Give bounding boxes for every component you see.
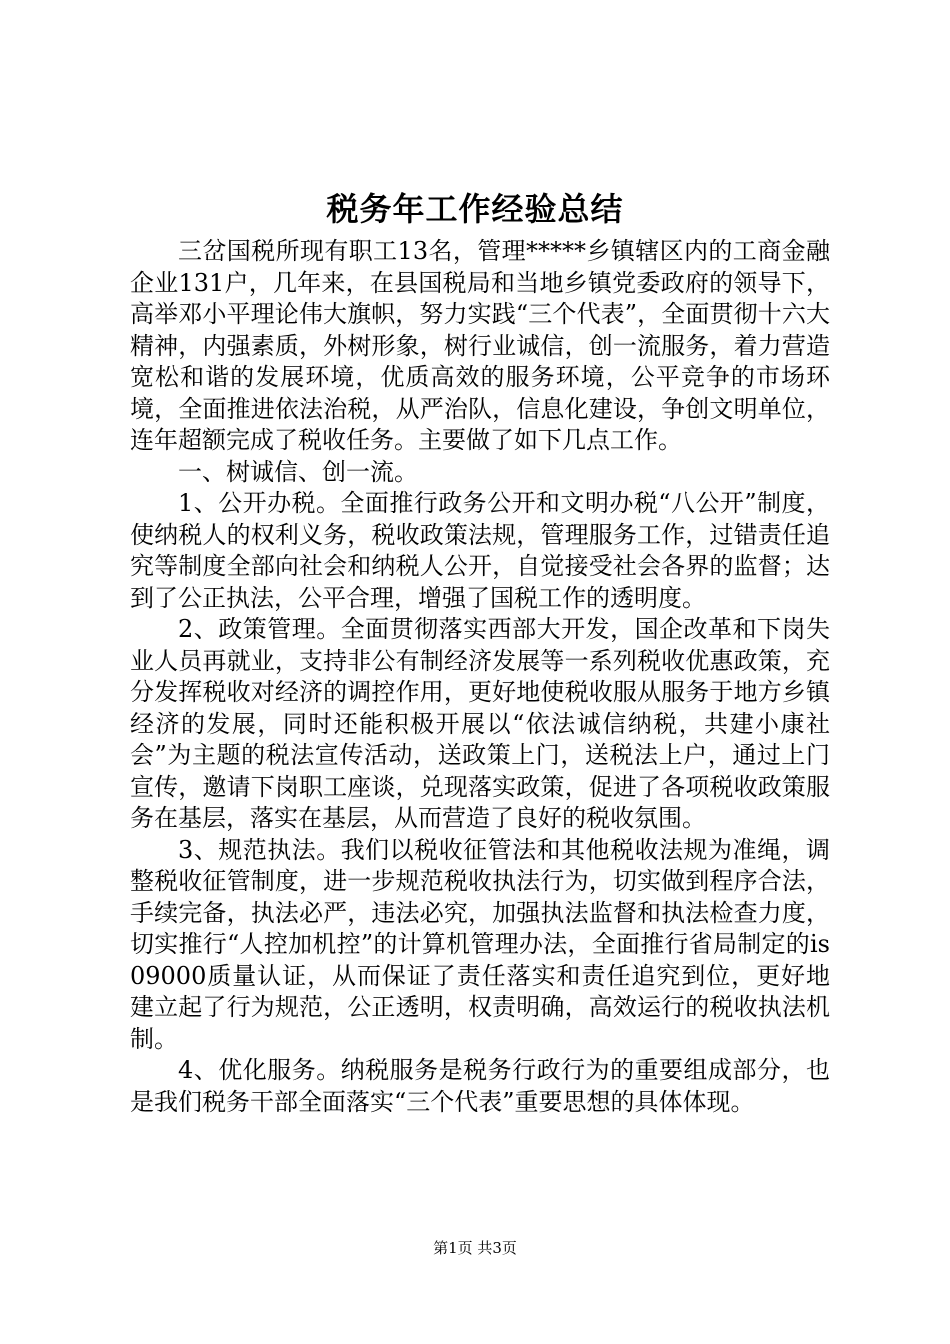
document-title: 税务年工作经验总结 (326, 190, 624, 228)
paragraph-standardized-enforcement: 3、规范执法。我们以税收征管法和其他税收法规为准绳，调整税收征管制度，进一步规范税收执法行为，切实做到程序合法，手续完备，执法必严，违法必究，加强执法监督和执法检查力度，切实推行“人控加机控”的计算机管理办法，全面推行省局制定的is09000质量认证，从而保证了责任落实和责任追究到位，更好地建立起了行为规范，公正透明，权责明确，高效运行的税收执法机制。 (130, 835, 830, 1053)
paragraph-intro: 三岔国税所现有职工13名，管理*****乡镇辖区内的工商金融企业131户，几年来，在县国税局和当地乡镇党委政府的领导下，高举邓小平理论伟大旗帜，努力实践“三个代表”，全面贯彻十六大精神，内强素质，外树形象，树行业诚信，创一流服务，着力营造宽松和谐的发展环境，优质高效的服务环境，公平竞争的市场环境，全面推进依法治税，从严治队，信息化建设，争创文明单位，连年超额完成了税收任务。主要做了如下几点工作。 (130, 237, 830, 454)
page-footer: 第1页 共3页 (433, 1239, 517, 1257)
paragraph-policy-management: 2、政策管理。全面贯彻落实西部大开发，国企改革和下岗失业人员再就业，支持非公有制经济发展等一系列税收优惠政策，充分发挥税收对经济的调控作用，更好地使税收服从服务于地方乡镇经济的发展，同时还能积极开展以“依法诚信纳税，共建小康社会”为主题的税法宣传活动，送政策上门，送税法上户，通过上门宣传，邀请下岗职工座谈，兑现落实政策，促进了各项税收政策服务在基层，落实在基层，从而营造了良好的税收氛围。 (130, 615, 830, 832)
document-body (130, 236, 830, 1118)
paragraph-optimized-service: 4、优化服务。纳税服务是税务行政行为的重要组成部分，也是我们税务干部全面落实“三个代表”重要思想的具体体现。 (130, 1056, 830, 1116)
section-heading-1: 一、树诚信、创一流。 (178, 457, 418, 486)
paragraph-open-tax: 1、公开办税。全面推行政务公开和文明办税“八公开”制度，使纳税人的权利义务，税收政策法规，管理服务工作，过错责任追究等制度全部向社会和纳税人公开，自觉接受社会各界的监督；达到了公正执法，公平合理，增强了国税工作的透明度。 (130, 489, 830, 612)
